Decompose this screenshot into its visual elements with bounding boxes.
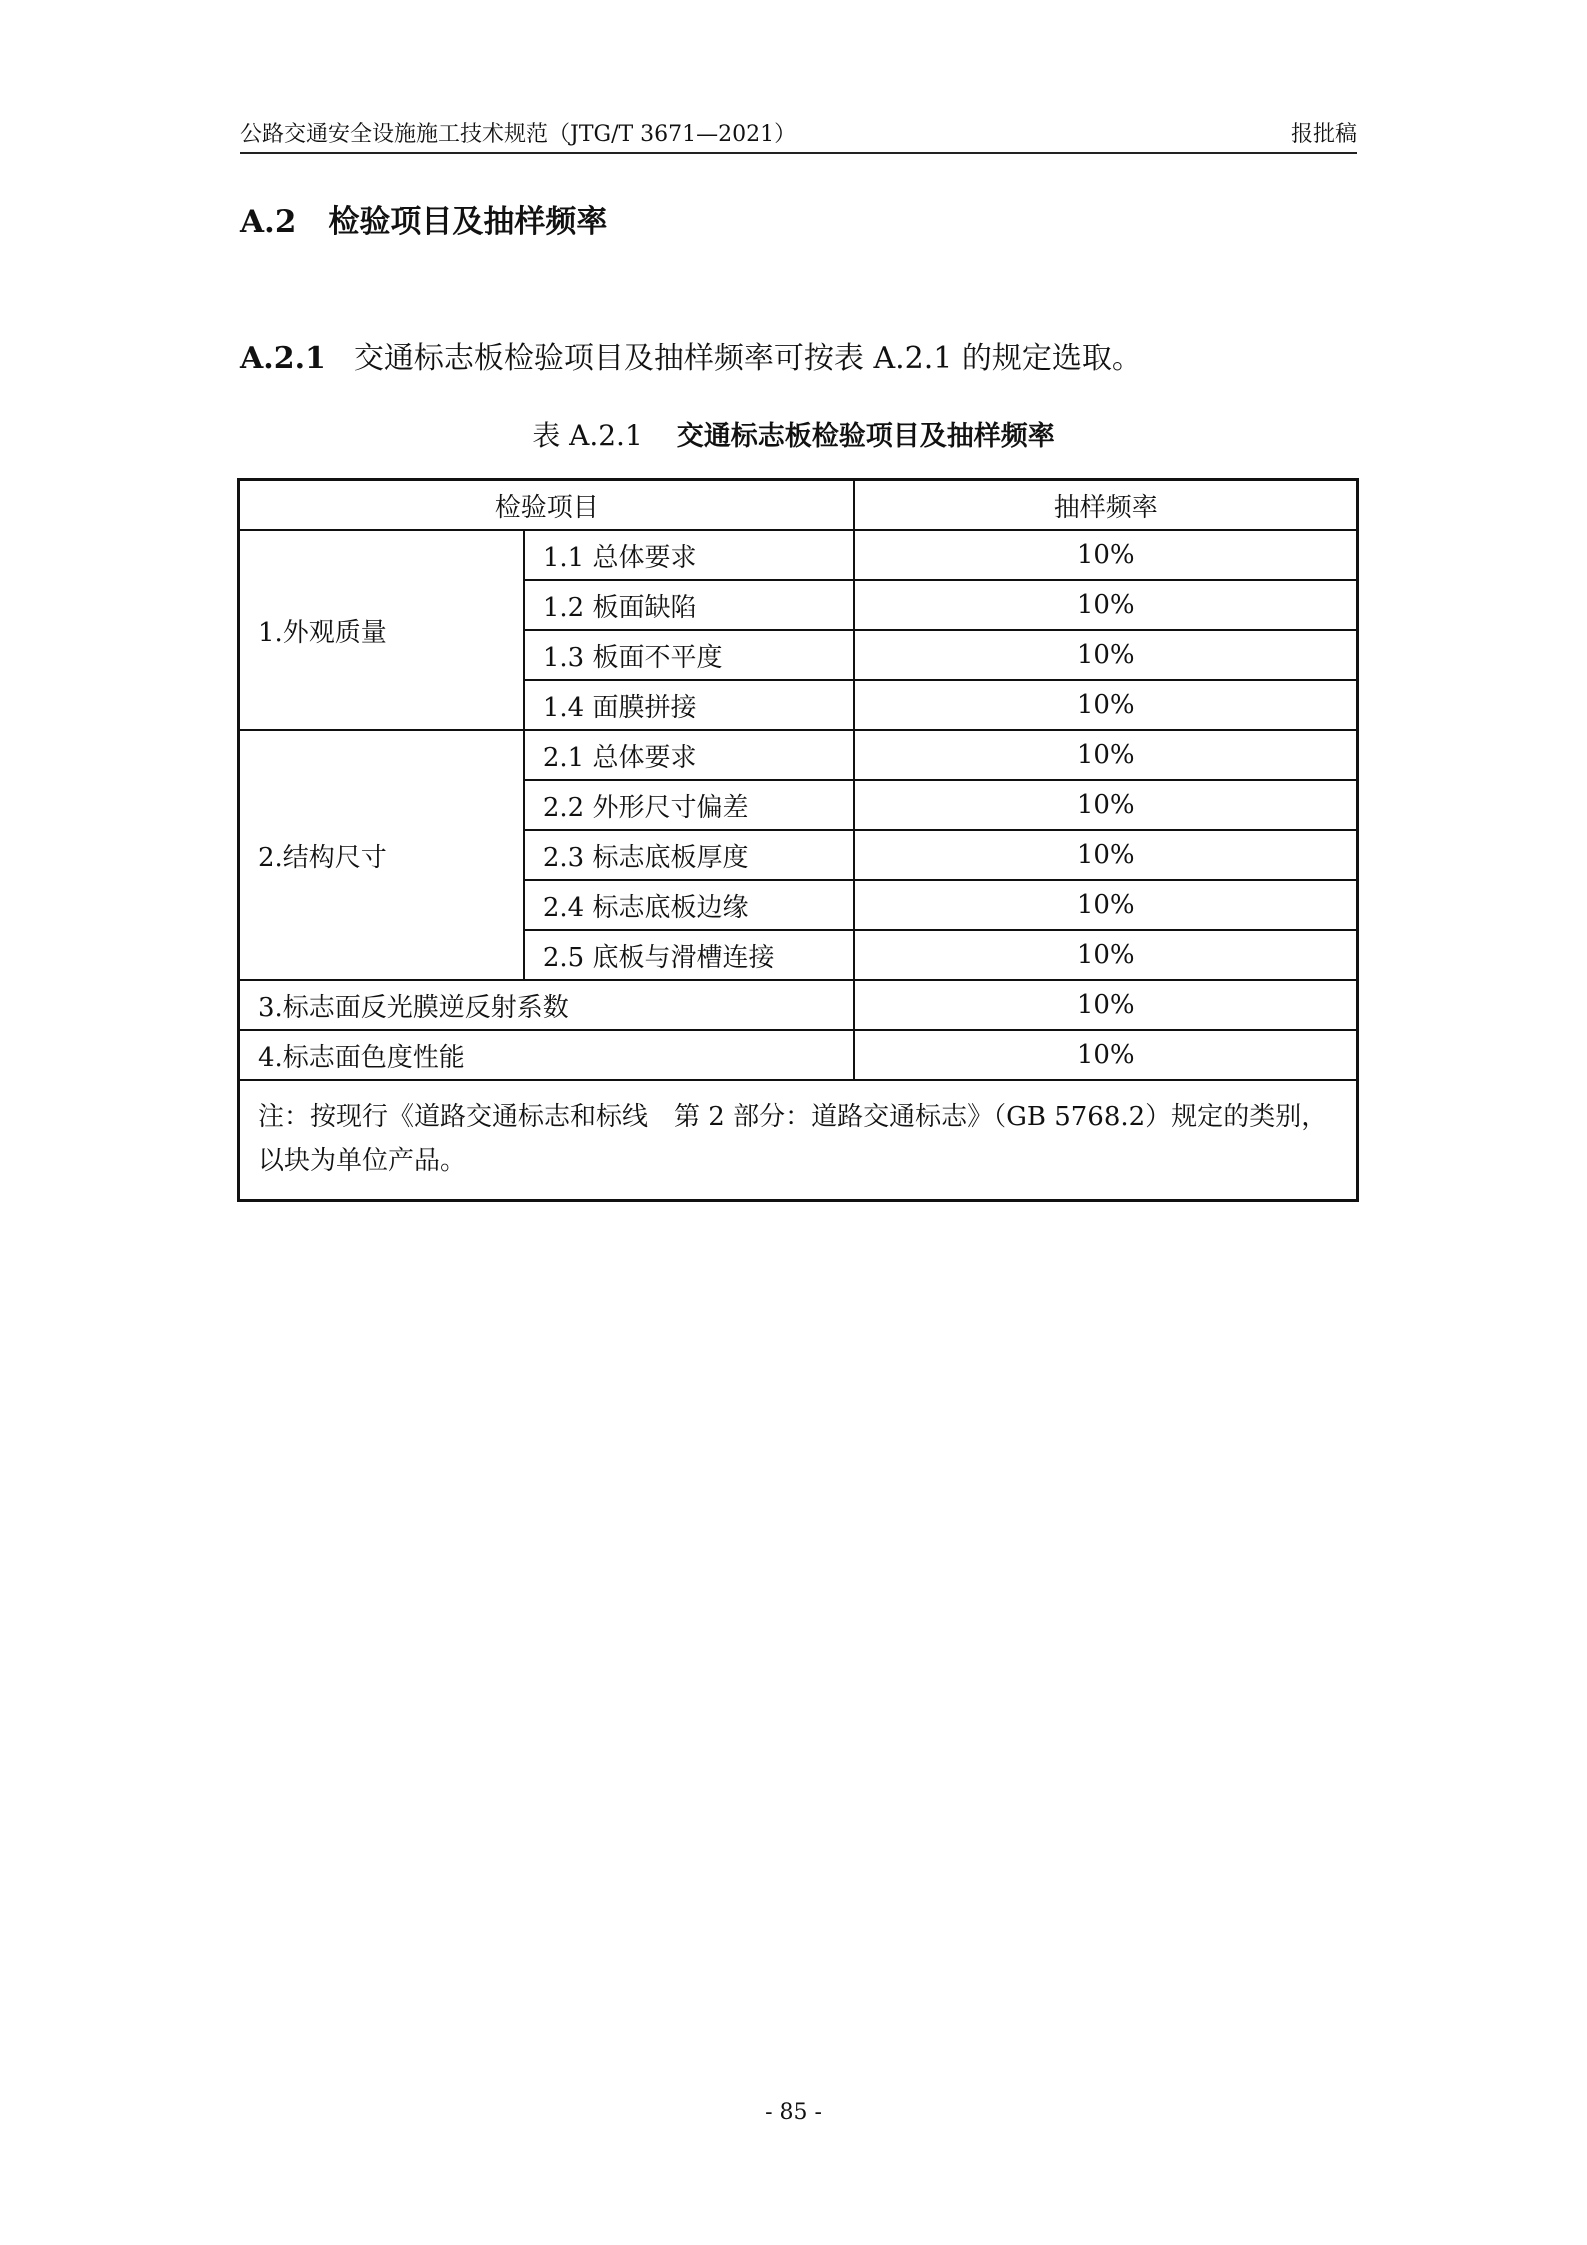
table-caption: [0, 414, 1587, 454]
item-name-cell: 1.2 板面缺陷: [524, 580, 855, 630]
item-rate-cell: 10%: [854, 980, 1357, 1030]
item-name-cell: 1.1 总体要求: [524, 530, 855, 580]
item-name-cell: 2.5 底板与滑槽连接: [524, 930, 855, 980]
item-rate-cell: 10%: [854, 730, 1357, 780]
table-row: [239, 1030, 1358, 1080]
item-rate-cell: 10%: [854, 930, 1357, 980]
header-draft-status: 报批稿: [1290, 122, 1357, 147]
table-row: [239, 530, 1358, 580]
table-note-row: [239, 1080, 1358, 1201]
item-name-cell: 2.1 总体要求: [524, 730, 855, 780]
item-rate-cell: 10%: [854, 630, 1357, 680]
group-label-cell: 2.结构尺寸: [239, 730, 524, 980]
item-name-cell: 2.2 外形尺寸偏差: [524, 780, 855, 830]
header-document-title: 公路交通安全设施施工技术规范（JTG/T 3671—2021）: [240, 122, 797, 147]
table-note: 注：按现行《道路交通标志和标线 第 2 部分：道路交通标志》（GB 5768.2）规定的类别，以块为单位产品。: [239, 1080, 1358, 1201]
table-caption-number: 表 A.2.1: [532, 419, 643, 452]
table-row: [239, 730, 1358, 780]
single-item-cell: 3.标志面反光膜逆反射系数: [239, 980, 855, 1030]
table-header-row: [239, 480, 1358, 531]
item-rate-cell: 10%: [854, 780, 1357, 830]
item-name-cell: 1.3 板面不平度: [524, 630, 855, 680]
item-name-cell: 2.3 标志底板厚度: [524, 830, 855, 880]
item-rate-cell: 10%: [854, 530, 1357, 580]
item-name-cell: 1.4 面膜拼接: [524, 680, 855, 730]
item-rate-cell: 10%: [854, 880, 1357, 930]
section-number: A.2: [240, 204, 297, 240]
section-title: 检验项目及抽样频率: [328, 204, 608, 240]
table-row: [239, 980, 1358, 1030]
section-heading: [240, 196, 607, 241]
header-cell-rate: 抽样频率: [854, 480, 1357, 531]
page-header: [240, 112, 1357, 154]
page-number: - 85 -: [765, 2100, 822, 2125]
clause-number: A.2.1: [240, 341, 326, 376]
inspection-table: [237, 478, 1359, 1202]
item-rate-cell: 10%: [854, 1030, 1357, 1080]
item-rate-cell: 10%: [854, 580, 1357, 630]
clause-paragraph: [240, 333, 1142, 377]
item-name-cell: 2.4 标志底板边缘: [524, 880, 855, 930]
clause-text: 交通标志板检验项目及抽样频率可按表 A.2.1 的规定选取。: [353, 341, 1142, 376]
item-rate-cell: 10%: [854, 680, 1357, 730]
table-caption-title: 交通标志板检验项目及抽样频率: [676, 421, 1055, 452]
header-cell-item: 检验项目: [239, 480, 855, 531]
single-item-cell: 4.标志面色度性能: [239, 1030, 855, 1080]
group-label-cell: 1.外观质量: [239, 530, 524, 730]
item-rate-cell: 10%: [854, 830, 1357, 880]
